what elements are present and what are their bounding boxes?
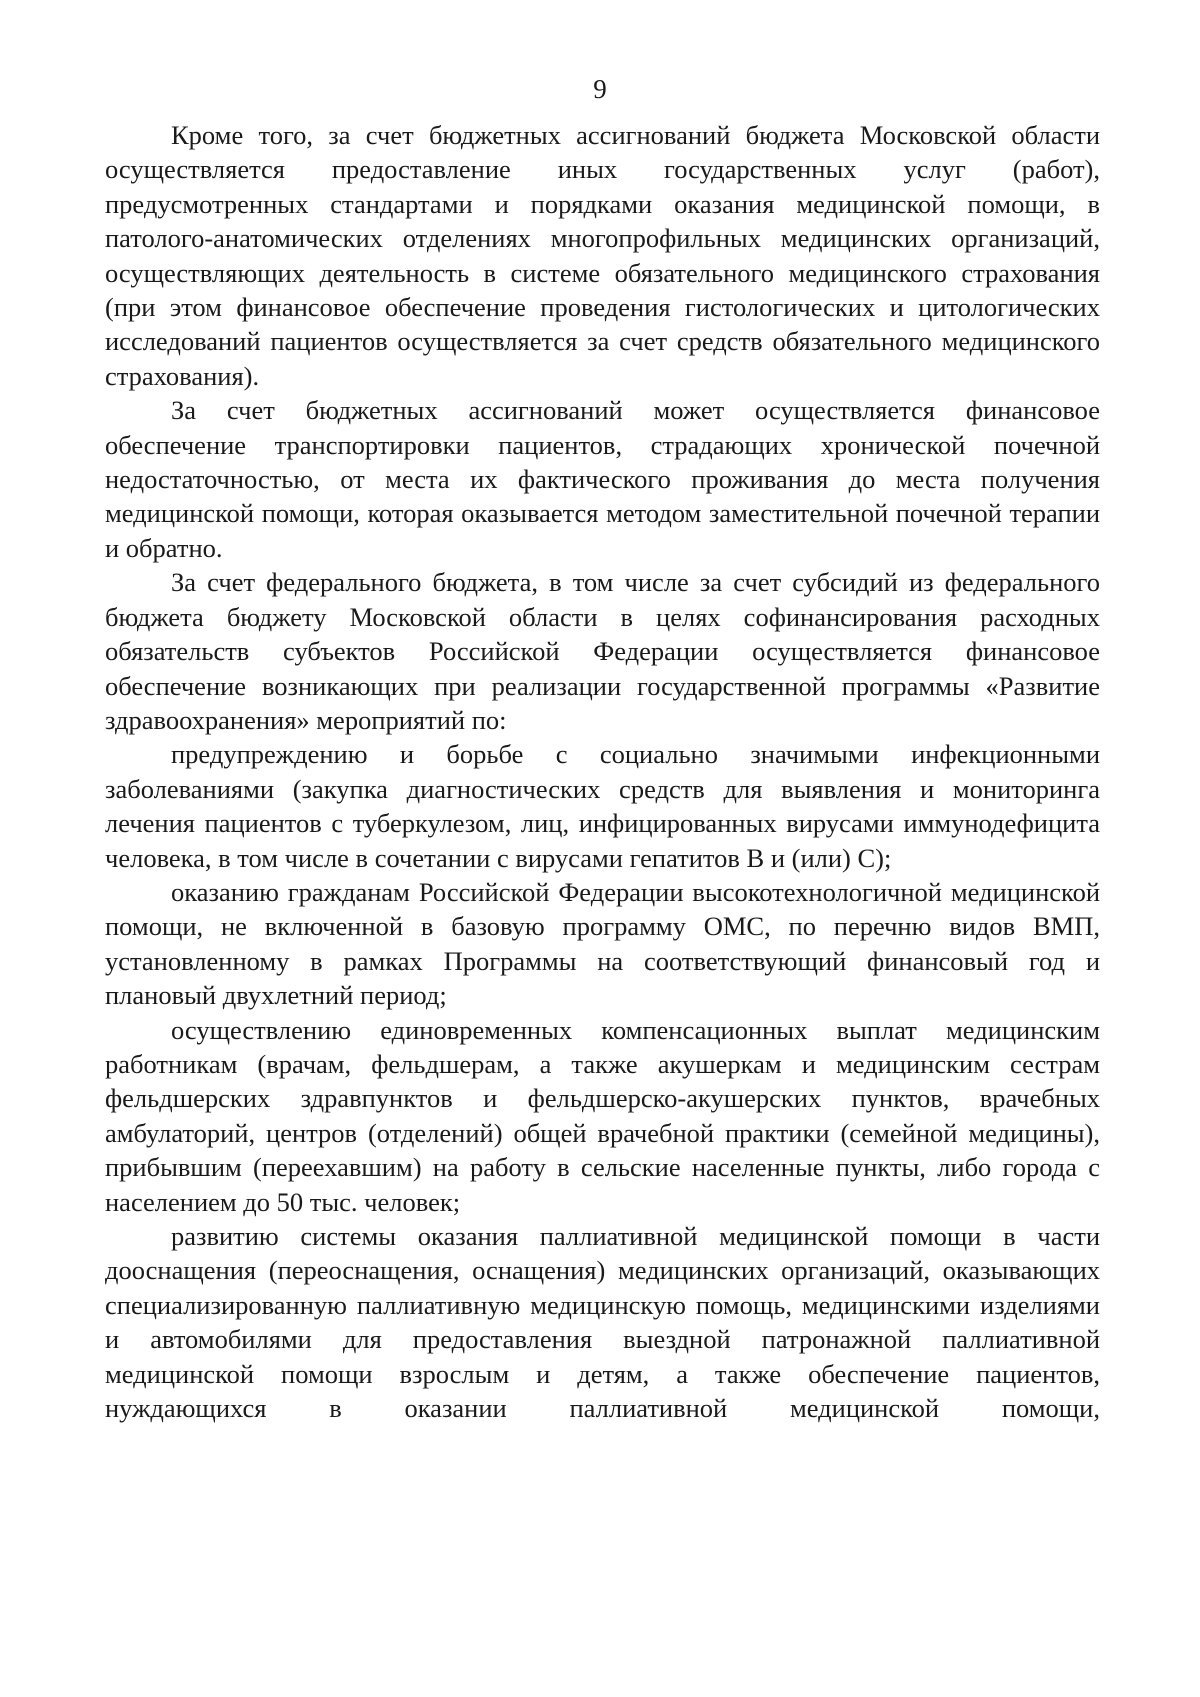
page-number: 9	[593, 74, 607, 104]
paragraph-dialysis-transport: За счет бюджетных ассигнований может осуществляется финансовое обеспечение транспортировки пациентов, страдающих хронической почечной недостаточностью, от места их фактического проживания до места получения медицинской помощи, которая оказывается методом заместительной почечной терапии и обратно.	[105, 395, 1100, 563]
paragraph-federal-budget: За счет федерального бюджета, в том числе за счет субсидий из федерального бюджета бюджету Московской области в целях софинансирования расходных обязательств субъектов Российской Федерации осуществляется финансовое обеспечение возникающих при реализации государственной программы «Развитие здравоохранения» мероприятий по:	[105, 567, 1100, 735]
paragraph-pathology-services: Кроме того, за счет бюджетных ассигнований бюджета Московской области осуществляется предоставление иных государственных услуг (работ), предусмотренных стандартами и порядками оказания медицинской помощи, в патолого-анатомических отделениях многопрофильных медицинских организаций, осуществляющих деятельность в системе обязательного медицинского страхования (при этом финансовое обеспечение проведения гистологических и цитологических исследований пациентов осуществляется за счет средств обязательного медицинского страхования).	[105, 120, 1100, 391]
document-body	[105, 118, 1100, 1425]
paragraph-palliative-care: развитию системы оказания паллиативной медицинской помощи в части дооснащения (переоснащения, оснащения) медицинских организаций, оказывающих специализированную паллиативную медицинскую помощь, медицинскими изделиями и автомобилями для предоставления выездной патронажной паллиативной медицинской помощи взрослым и детям, а также обеспечение пациентов, нуждающихся в оказании паллиативной медицинской помощи,	[105, 1221, 1100, 1424]
paragraph-infectious-diseases: предупреждению и борьбе с социально значимыми инфекционными заболеваниями (закупка диагностических средств для выявления и мониторинга лечения пациентов с туберкулезом, лиц, инфицированных вирусами иммунодефицита человека, в том числе в сочетании с вирусами гепатитов В и (или) С);	[105, 739, 1100, 873]
paragraph-compensation-payments: осуществлению единовременных компенсационных выплат медицинским работникам (врачам, фельдшерам, а также акушеркам и медицинским сестрам фельдшерских здравпунктов и фельдшерско-акушерских пунктов, врачебных амбулаторий, центров (отделений) общей врачебной практики (семейной медицины), прибывшим (переехавшим) на работу в сельские населенные пункты, либо города с населением до 50 тыс. человек;	[105, 1014, 1100, 1217]
paragraph-high-tech-care: оказанию гражданам Российской Федерации высокотехнологичной медицинской помощи, не включенной в базовую программу ОМС, по перечню видов ВМП, установленному в рамках Программы на соответствующий финансовый год и плановый двухлетний период;	[105, 876, 1100, 1011]
